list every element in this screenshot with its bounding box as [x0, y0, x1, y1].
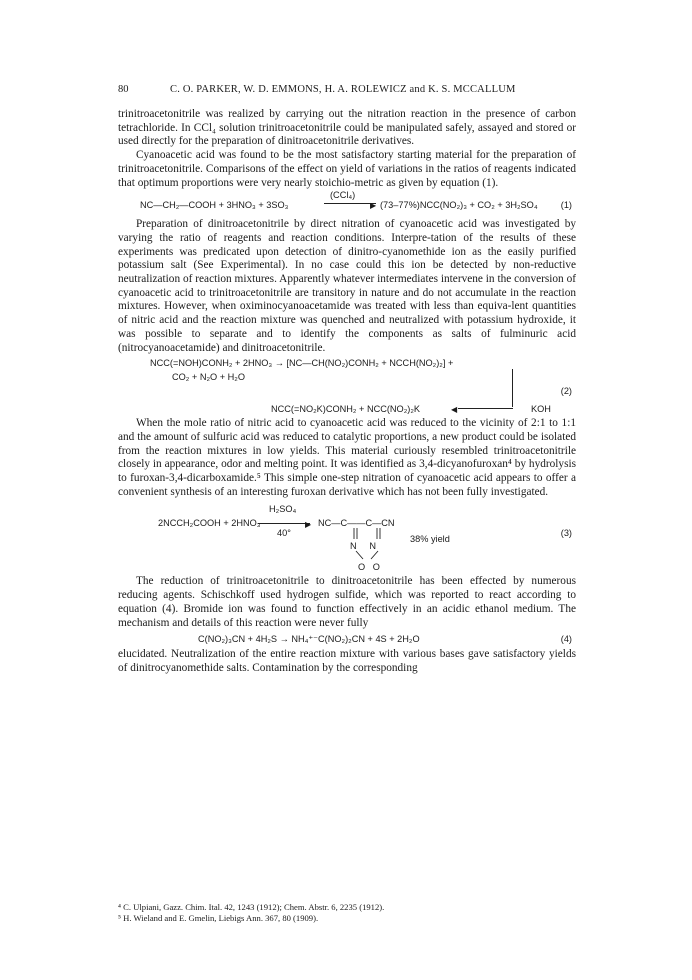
equation-4: [118, 630, 576, 648]
equation-1: [118, 190, 576, 218]
paragraph-4: When the mole ratio of nitric acid to cyanoacetic acid was reduced to the vicinity of 2:1 to 1:1 and the amount of sulfuric acid was reduced to catalytic proportions, a new product could be isolated from the reaction mixtures in low yields. This material curiously resembled trinitroacetonitrile closely in appearance, odor and melting point. It was identified as 3,4-dicyanofuroxan⁴ by hydrolysis to furoxan-3,4-dicarboxamide.⁵ This simple one-step nitration of cyanoacetic acid appears to offer a convenient synthesis of an interesting furoxan derivative which has not been fully investigated.: [118, 417, 576, 498]
eq3-catalyst: H₂SO₄: [269, 504, 297, 515]
eq3-tag: (3): [560, 528, 572, 539]
equation-3: [118, 503, 576, 573]
eq1-tag: (1): [560, 200, 572, 211]
equation-2: [118, 357, 576, 417]
eq2-salts: NCC(=NO₂K)CONH₂ + NCC(NO₂)₂K: [271, 404, 421, 415]
eq1-products: (73–77%)NCC(NO₂)₃ + CO₂ + 3H₂SO₄: [380, 200, 538, 211]
eq3-yield: 38% yield: [410, 534, 450, 545]
eq1-arrowhead-icon: ▶: [370, 201, 377, 211]
paragraph-6: elucidated. Neutralization of the entire reaction mixture with various bases gave satisfactory yields of dinitrocyanomethide salts. Contamination by the corresponding: [118, 648, 576, 674]
footnotes: [118, 902, 576, 923]
eq2-reagent: KOH: [531, 404, 551, 415]
eq3-arrow: [258, 523, 310, 524]
eq1-catalyst: (CCl₄): [330, 190, 356, 201]
eq4-tag: (4): [560, 634, 572, 645]
paragraph-5: The reduction of trinitroacetonitrile to dinitroacetonitrile has been effected by numerous reducing agents. Schischkoff used hydrogen sulfide, which was reported to react according to equation (4). Bromide ion was found to function effectively in an acidic ethanol medium. The mechanism and details of this reaction were never fully: [118, 575, 576, 629]
running-header-authors: C. O. PARKER, W. D. EMMONS, H. A. ROLEWICZ and K. S. MCCALLUM: [170, 84, 516, 95]
body-text: [118, 108, 576, 676]
eq3-reactants: 2NCCH₂COOH + 2HNO₃: [158, 518, 261, 529]
eq2-line-2: CO₂ + N₂O + H₂O: [172, 372, 245, 383]
eq3-product-nitrogens: N N: [350, 541, 377, 552]
eq1-arrow: [324, 203, 376, 204]
page-number: 80: [118, 84, 129, 95]
paragraph-2: Cyanoacetic acid was found to be the most satisfactory starting material for the preparation of trinitroacetonitrile. Comparisons of the effect on yield of variations in the ratios of reagents indicated that optimum proportions were very nearly stoichio-metric as given by equation (1).: [118, 149, 576, 189]
eq2-tag: (2): [560, 386, 572, 397]
footnote-5: ⁵ H. Wieland and E. Gmelin, Liebigs Ann. 367, 80 (1909).: [118, 912, 319, 923]
eq3-product-chain: NC—C——C—CN: [318, 518, 395, 529]
eq1-reactants: NC—CH₂—COOH + 3HNO₃ + 3SO₃: [140, 200, 289, 211]
eq3-temperature: 40°: [277, 528, 291, 539]
eq3-product-oxygens: O O: [358, 562, 380, 573]
footnote-4: ⁴ C. Ulpiani, Gazz. Chim. Ital. 42, 1243 (1912); Chem. Abstr. 6, 2235 (1912).: [118, 902, 385, 912]
eq3-arrowhead-icon: ▶: [305, 520, 312, 530]
eq2-return-arrow: [458, 408, 513, 409]
paragraph-3: Preparation of dinitroacetonitrile by direct nitration of cyanoacetic acid was investigated by varying the ratio of reagents and reaction conditions. Interpre-tation of the results of these experiments was predicated upon detection of dinitro-cyanomethide ion as the easily purified potassium salt (See Experimental). In no case could this ion be detected by non-reductive neutralization of reaction mixtures. Apparently whatever intermediates intervene in the conversion of cyanoacetic acid to trinitroacetonitrile are transitory in nature and do not accumulate in the reaction mixtures. However, when oximinocyanoacetamide was treated with less than equiva-lent quantities of nitric acid and the reaction mixture was quenched and neutralized with potassium hydroxide, it was possible to separate and to identify the components as salts of fulminuric acid (nitrocyanoacetamide) and dinitroacetonitrile.: [118, 218, 576, 354]
eq2-line-1: NCC(=NOH)CONH₂ + 2HNO₃ → [NC—CH(NO₂)CONH₂ + NCCH(NO₂)₂] +: [150, 358, 454, 369]
paragraph-1: trinitroacetonitrile was realized by carrying out the nitration reaction in the presence of carbon tetrachloride. In CCl₄ solution trinitroacetonitrile could be manipulated safely, assayed and stored or used directly for the preparation of dinitroacetonitrile derivatives.: [118, 108, 576, 148]
eq2-arrowhead-icon: ◀: [451, 405, 458, 415]
eq4-expression: C(NO₂)₃CN + 4H₂S → NH₄⁺⁻C(NO₂)₂CN + 4S + 2H₂O: [198, 634, 420, 645]
eq2-vertical-line: [512, 369, 513, 407]
